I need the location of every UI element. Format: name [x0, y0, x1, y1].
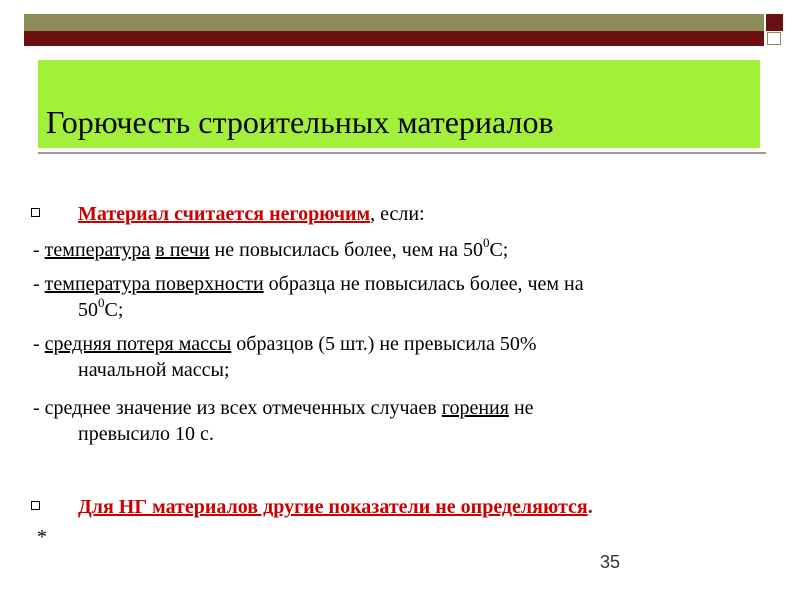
condition-3-continued [78, 357, 230, 383]
condition-2-text: образца не повысилась более, чем на [263, 273, 584, 295]
square-bullet-icon [31, 208, 40, 217]
condition-dash: - [33, 273, 45, 295]
slide-title: Горючесть строительных материалов [46, 104, 554, 140]
condition-4-text: - среднее значение из всех отмеченных случаев [33, 397, 442, 419]
condition-4-continued [78, 421, 214, 447]
degree-superscript: 0 [98, 295, 105, 311]
condition-1-text: не повысилась более, чем на 50 [209, 239, 483, 261]
condition-dash: - [33, 333, 45, 355]
ng-materials-note-period: . [587, 496, 593, 518]
bullet-item-2 [78, 494, 593, 520]
condition-2-continued [78, 297, 123, 323]
square-bullet-icon [31, 501, 40, 510]
condition-3 [33, 331, 537, 357]
condition-3-cont-text: начальной массы; [78, 359, 230, 381]
ng-materials-note: Для НГ материалов другие показатели не определяются [78, 496, 588, 518]
link-average-mass-loss: средняя потеря массы [44, 333, 232, 355]
condition-2-value: 50 [78, 299, 98, 321]
condition-1-unit: С; [489, 239, 509, 261]
nonflammable-definition-label: Материал считается негорючим [78, 203, 371, 225]
condition-1 [33, 237, 508, 263]
condition-dash: - [33, 239, 45, 261]
bullet-item-1 [78, 201, 425, 227]
condition-2 [33, 271, 584, 297]
page-number: 35 [600, 552, 621, 572]
bullet-item-1-rest: , если: [370, 203, 425, 225]
condition-2-unit: С; [104, 299, 124, 321]
condition-4-cont-text: превысило 10 с. [78, 423, 214, 445]
condition-4-rest: не [508, 397, 534, 419]
link-in-furnace: в печи [155, 239, 210, 261]
condition-3-text: образцов (5 шт.) не превысила 50% [231, 333, 537, 355]
link-surface-temperature: температура поверхности [44, 273, 264, 295]
condition-4 [33, 395, 534, 421]
asterisk-marker: * [37, 526, 47, 548]
degree-superscript: 0 [482, 235, 490, 251]
link-temperature: температура [44, 239, 151, 261]
link-combustion: горения [441, 397, 509, 419]
